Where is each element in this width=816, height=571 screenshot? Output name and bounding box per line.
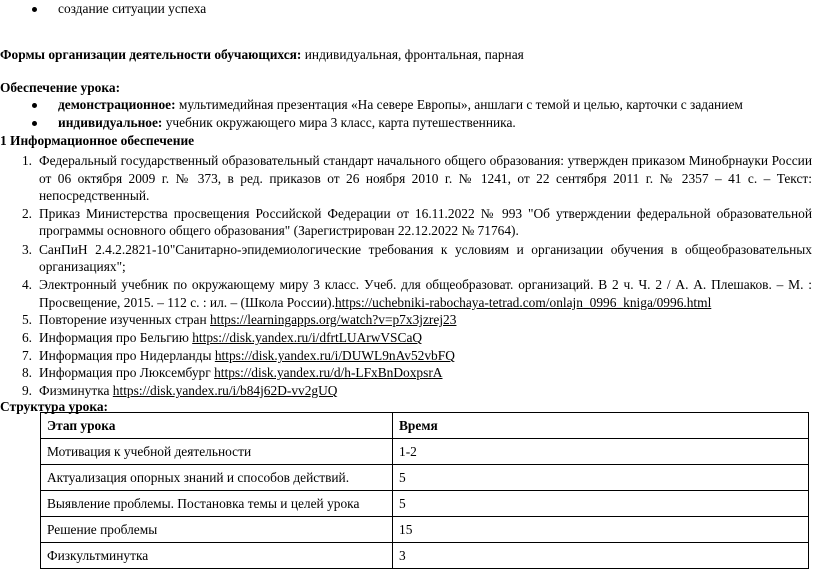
list-number: 8. <box>21 365 32 380</box>
list-number: 3. <box>21 242 32 257</box>
table-cell: Выявление проблемы. Постановка темы и целей урока <box>41 491 393 517</box>
list-item-text: непосредственный. <box>39 188 150 203</box>
table-row <box>41 491 809 517</box>
list-number: 2. <box>21 206 32 221</box>
list-item-text: СанПиН 2.4.2.2821-10"Санитарно-эпидемиологические требования к условиям и организации обучения в общеобразовательных <box>39 242 812 257</box>
fizminutka-link[interactable]: https://disk.yandex.ru/i/b84j62D-vv2gUQ <box>112 383 338 398</box>
table-cell: Мотивация к учебной деятельности <box>41 439 393 465</box>
list-item-text: Информация про Люксембург https://disk.yandex.ru/d/h-LFxBnDoxpsrA <box>39 365 443 380</box>
table-cell: Физкультминутка <box>41 543 393 569</box>
textbook-link[interactable]: https://uchebniki-rabochaya-tetrad.com/onlajn_0996_kniga/0996.html <box>334 295 712 310</box>
list-item-text: Приказ Министерства просвещения Российской Федерации от 16.11.2022 № 993 "Об утверждении федеральной образовательной <box>39 206 812 221</box>
list-number: 5. <box>21 312 32 327</box>
structure-title: Структура урока: <box>0 399 109 414</box>
luxembourg-link[interactable]: https://disk.yandex.ru/d/h-LFxBnDoxpsrA <box>214 365 443 380</box>
table-header-cell: Время <box>393 413 809 439</box>
table-cell: Решение проблемы <box>41 517 393 543</box>
table-header-row <box>41 413 809 439</box>
list-number: 4. <box>21 277 32 292</box>
table-row <box>41 517 809 543</box>
table-row <box>41 543 809 569</box>
table-row <box>41 439 809 465</box>
table-cell: Актуализация опорных знаний и способов действий. <box>41 465 393 491</box>
list-item-text: Физминутка https://disk.yandex.ru/i/b84j62D-vv2gUQ <box>39 383 338 398</box>
top-bullet-text: создание ситуации успеха <box>58 1 207 16</box>
table-cell: 15 <box>393 517 809 543</box>
list-item-text: от 06 октября 2009 г. № 373, в ред. приказов от 26 ноября 2010 г. № 1241, от 22 сентября 2011 г. № 2357 – 41 с. – Текст: <box>39 171 812 186</box>
list-number: 7. <box>21 348 32 363</box>
table-cell: 5 <box>393 491 809 517</box>
netherlands-link[interactable]: https://disk.yandex.ru/i/DUWL9nAv52vbFQ <box>214 348 455 363</box>
bullet-icon <box>32 7 37 12</box>
list-item-text: Повторение изученных стран https://learningapps.org/watch?v=p7x3jzrej23 <box>39 312 457 327</box>
bullet-icon <box>32 103 37 108</box>
table-header-cell: Этап урока <box>41 413 393 439</box>
table-row <box>41 465 809 491</box>
list-item-text: Электронный учебник по окружающему миру 3 класс. Учеб. для общеобразоват. организаций. В 2 ч. Ч. 2 / А. А. Плешаков. – М. : <box>39 277 812 292</box>
list-item-text: Федеральный государственный образовательный стандарт начального общего образования: утвержден приказом Минобрнауки России <box>39 153 812 168</box>
provision-item-demo: демонстрационное: мультимедийная презентация «На севере Европы», аншлаги с темой и целью, карточки с заданием <box>58 97 743 112</box>
provision-title: Обеспечение урока: <box>0 80 121 95</box>
list-item-text: программы основного общего образования" (Зарегистрирован 22.12.2022 № 71764). <box>39 223 519 238</box>
list-number: 9. <box>21 383 32 398</box>
belgium-link[interactable]: https://disk.yandex.ru/i/dfrtLUArwVSCaQ <box>192 330 423 345</box>
learningapps-link[interactable]: https://learningapps.org/watch?v=p7x3jzrej23 <box>210 312 457 327</box>
list-number: 1. <box>21 153 32 168</box>
list-item-text: Просвещение, 2015. – 112 с. : ил. – (Школа России).https://uchebniki-rabochaya-tetrad.com/onlajn_0996_kniga/0996.html <box>39 295 712 310</box>
bullet-icon <box>32 121 37 126</box>
list-number: 6. <box>21 330 32 345</box>
forms-text: индивидуальная, фронтальная, парная <box>301 47 524 62</box>
table-cell: 3 <box>393 543 809 569</box>
provision-item-individual: индивидуальное: учебник окружающего мира 3 класс, карта путешественника. <box>58 115 516 130</box>
table-cell: 1-2 <box>393 439 809 465</box>
list-item-text: Информация про Нидерланды https://disk.yandex.ru/i/DUWL9nAv52vbFQ <box>39 348 455 363</box>
list-item-text: Информация про Бельгию https://disk.yandex.ru/i/dfrtLUArwVSCaQ <box>39 330 423 345</box>
forms-label: Формы организации деятельности обучающихся: <box>0 47 302 62</box>
list-item-text: организациях"; <box>39 259 126 274</box>
lesson-structure-table <box>40 412 809 569</box>
table-cell: 5 <box>393 465 809 491</box>
info-title: 1 Информационное обеспечение <box>0 133 195 148</box>
forms-line <box>0 46 524 64</box>
